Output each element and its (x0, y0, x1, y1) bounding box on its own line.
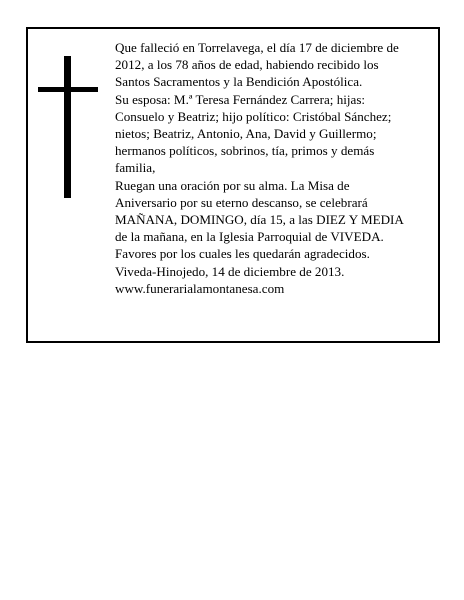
notice-line: Consuelo y Beatriz; hijo político: Cristóbal Sánchez; (115, 108, 392, 124)
notice-line: hermanos políticos, sobrinos, tía, primos y demás (115, 143, 375, 159)
notice-line: 2012, a los 78 años de edad, habiendo recibido los (115, 57, 379, 73)
cross-icon (38, 56, 98, 198)
cross-horizontal-bar (38, 87, 98, 92)
notice-line: familia, (115, 160, 156, 176)
notice-line: Que falleció en Torrelavega, el día 17 de diciembre de (115, 40, 399, 55)
notice-line: de la mañana, en la Iglesia Parroquial de VIVEDA. (115, 229, 384, 245)
notice-line: Favores por los cuales les quedarán agradecidos. (115, 246, 370, 262)
notice-line: Aniversario por su eterno descanso, se celebrará (115, 194, 368, 210)
notice-line: nietos; Beatriz, Antonio, Ana, David y Guillermo; (115, 126, 377, 142)
obituary-notice (26, 27, 440, 343)
website-link[interactable]: www.funerarialamontanesa.com (115, 280, 285, 296)
notice-text (115, 39, 415, 297)
notice-line: MAÑANA, DOMINGO, día 15, a las DIEZ Y MEDIA (115, 212, 404, 228)
notice-line: Santos Sacramentos y la Bendición Apostólica. (115, 74, 363, 90)
notice-line: Ruegan una oración por su alma. La Misa de (115, 177, 350, 193)
notice-line: Viveda-Hinojedo, 14 de diciembre de 2013. (115, 263, 345, 279)
cross-vertical-bar (64, 56, 71, 198)
notice-line: Su esposa: M.ª Teresa Fernández Carrera; hijas: (115, 91, 366, 107)
